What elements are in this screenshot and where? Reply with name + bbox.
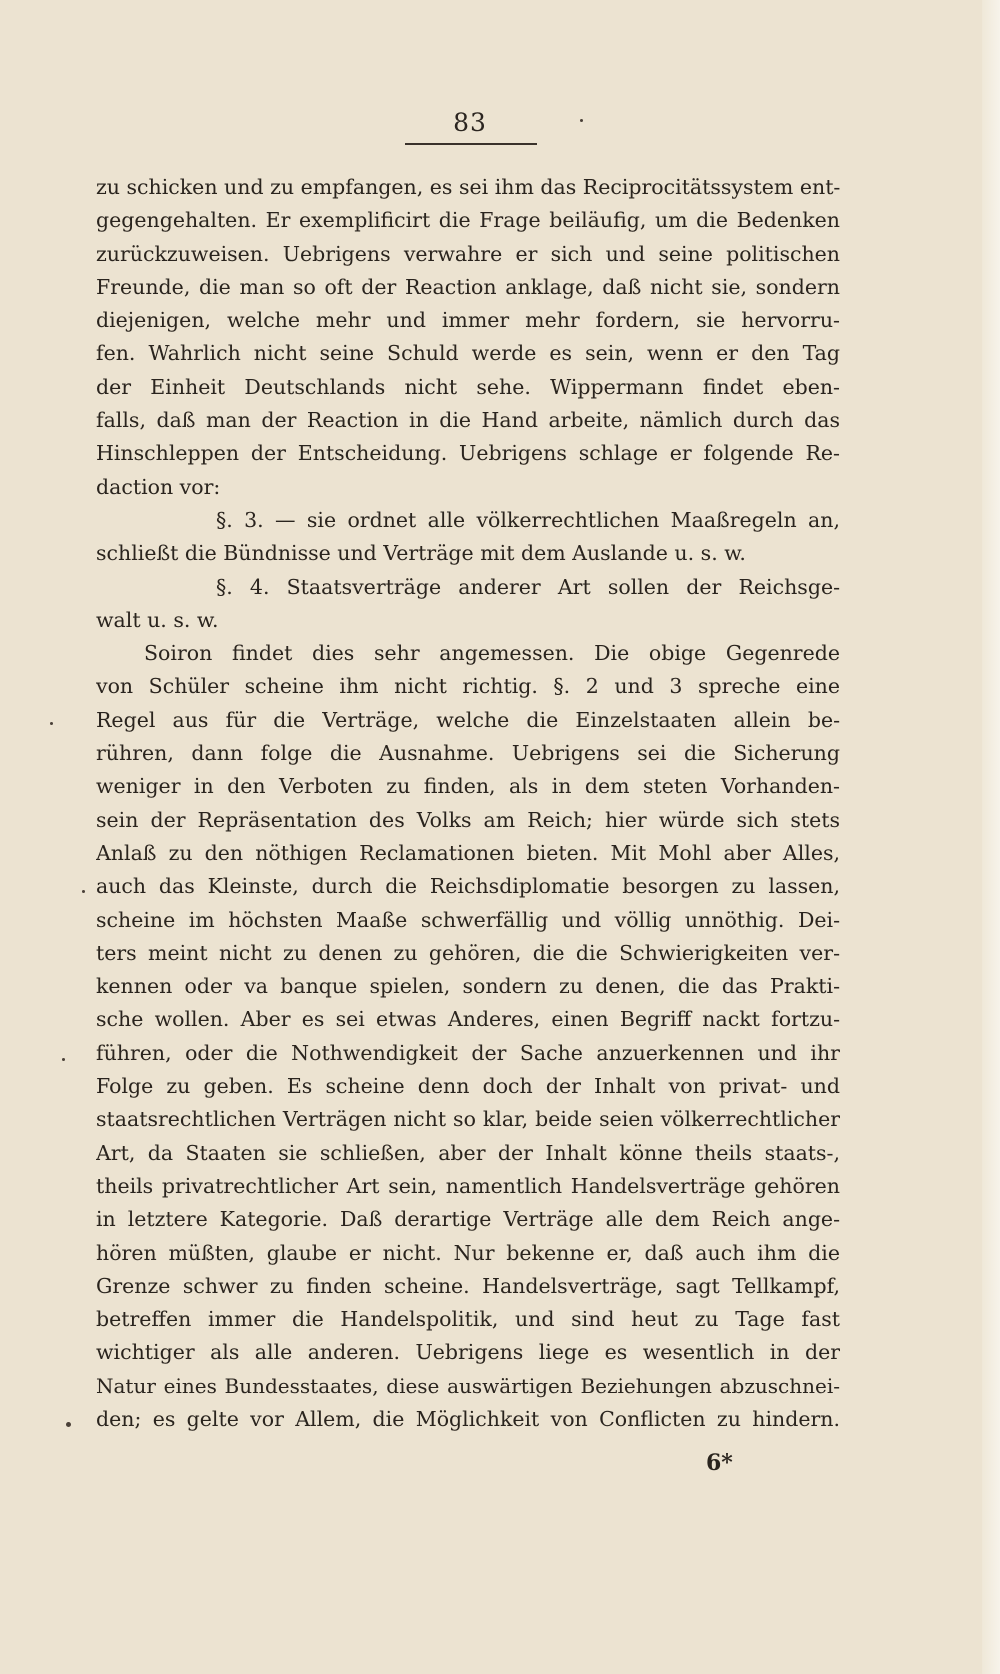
text-line: diejenigen, welche mehr und immer mehr fordern, sie hervorru- — [96, 308, 840, 333]
quoted-line: walt u. s. w. — [96, 607, 219, 632]
text-line: Hinschleppen der Entscheidung. Uebrigens schlage er folgende Re- — [96, 441, 840, 466]
text-line: kennen oder va banque spielen, sondern zu denen, die das Prakti- — [96, 974, 840, 999]
paper-speck — [580, 119, 583, 122]
quoted-line: schließt die Bündnisse und Verträge mit dem Auslande u. s. w. — [96, 541, 746, 566]
text-line: führen, oder die Nothwendigkeit der Sache anzuerkennen und ihr — [96, 1040, 840, 1065]
text-line: betreffen immer die Handelspolitik, und sind heut zu Tage fast — [96, 1307, 840, 1332]
quoted-line: §. 3. — sie ordnet alle völkerrechtlichen Maaßregeln an, — [216, 507, 840, 532]
text-line: wichtiger als alle anderen. Uebrigens liege es wesentlich in der — [96, 1340, 840, 1365]
paper-speck — [62, 1058, 65, 1061]
text-line: zurückzuweisen. Uebrigens verwahre er sich und seine politischen — [96, 241, 840, 266]
text-line: ters meint nicht zu denen zu gehören, die die Schwierigkeiten ver- — [96, 940, 840, 965]
text-line: Freunde, die man so oft der Reaction anklage, daß nicht sie, sondern — [96, 274, 840, 299]
text-line: scheine im höchsten Maaße schwerfällig und völlig unnöthig. Dei- — [96, 907, 840, 932]
text-line: den; es gelte vor Allem, die Möglichkeit von Conflicten zu hindern. — [96, 1406, 840, 1431]
text-line: falls, daß man der Reaction in die Hand arbeite, nämlich durch das — [96, 408, 840, 433]
text-line: Folge zu geben. Es scheine denn doch der Inhalt von privat- und — [96, 1074, 840, 1099]
text-line: hören müßten, glaube er nicht. Nur bekenne er, daß auch ihm die — [96, 1240, 840, 1265]
text-line: Anlaß zu den nöthigen Reclamationen bieten. Mit Mohl aber Alles, — [96, 840, 840, 865]
paper-speck — [66, 1422, 71, 1427]
text-line: auch das Kleinste, durch die Reichsdiplomatie besorgen zu lassen, — [96, 874, 840, 899]
text-line: fen. Wahrlich nicht seine Schuld werde es sein, wenn er den Tag — [96, 341, 840, 366]
text-line: Regel aus für die Verträge, welche die Einzelstaaten allein be- — [96, 707, 840, 732]
text-line: Natur eines Bundesstaates, diese auswärtigen Beziehungen abzuschnei- — [96, 1373, 840, 1398]
text-line: der Einheit Deutschlands nicht sehe. Wippermann findet eben- — [96, 374, 840, 399]
paper-speck — [50, 722, 53, 725]
text-line: sein der Repräsentation des Volks am Reich; hier würde sich stets — [96, 807, 840, 832]
page-edge — [982, 0, 1000, 1674]
quoted-line: §. 4. Staatsverträge anderer Art sollen der Reichsge- — [216, 574, 840, 599]
text-line: gegengehalten. Er exemplificirt die Frage beiläufig, um die Bedenken — [96, 208, 840, 233]
body-text — [96, 171, 840, 1436]
paper-speck — [82, 890, 85, 893]
text-line: daction vor: — [96, 474, 221, 499]
text-line: sche wollen. Aber es sei etwas Anderes, einen Begriff nackt fortzu- — [96, 1007, 840, 1032]
signature-mark: 6* — [706, 1450, 733, 1476]
text-line: zu schicken und zu empfangen, es sei ihm das Reciprocitätssystem ent- — [96, 175, 840, 199]
text-line: rühren, dann folge die Ausnahme. Uebrigens sei die Sicherung — [96, 741, 840, 766]
text-line: von Schüler scheine ihm nicht richtig. §. 2 und 3 spreche eine — [96, 674, 840, 699]
page-number: 83 — [453, 108, 487, 137]
header-rule — [405, 143, 537, 145]
text-line: weniger in den Verboten zu finden, als in dem steten Vorhanden- — [96, 774, 840, 799]
text-line: theils privatrechtlicher Art sein, namentlich Handelsverträge gehören — [96, 1173, 840, 1198]
text-line: staatsrechtlichen Verträgen nicht so klar, beide seien völkerrechtlicher — [96, 1107, 840, 1132]
text-line: Grenze schwer zu finden scheine. Handelsverträge, sagt Tellkampf, — [96, 1273, 840, 1298]
text-line: Soiron findet dies sehr angemessen. Die obige Gegenrede — [144, 641, 840, 666]
text-line: in letztere Kategorie. Daß derartige Verträge alle dem Reich ange- — [96, 1207, 840, 1232]
text-line: Art, da Staaten sie schließen, aber der Inhalt könne theils staats-, — [96, 1140, 840, 1165]
